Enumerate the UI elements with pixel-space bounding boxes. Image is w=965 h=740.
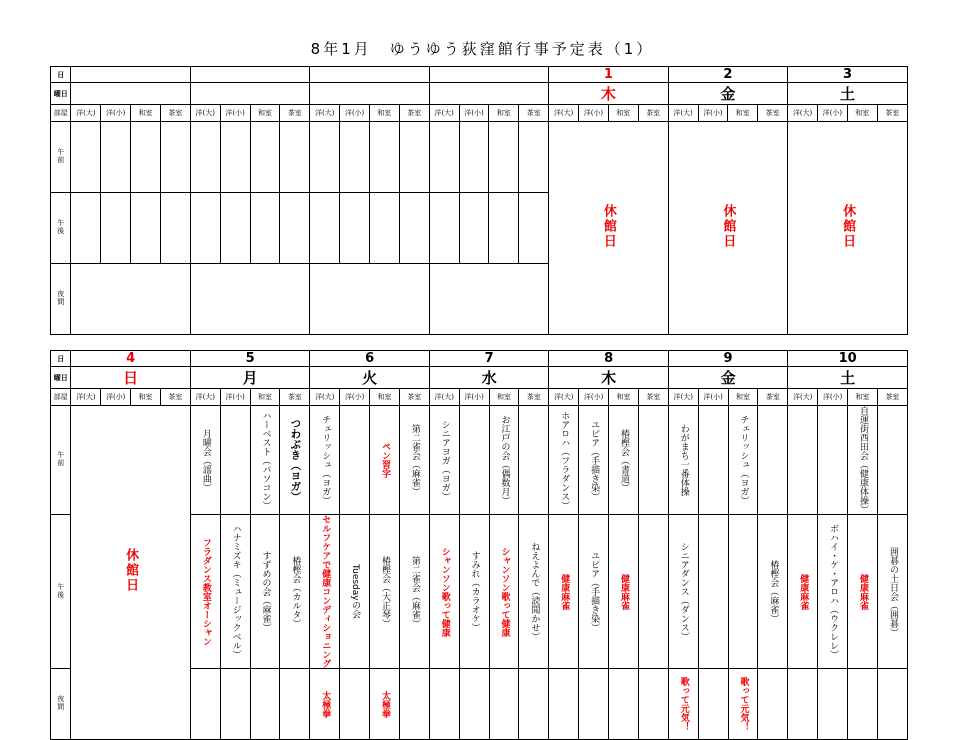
slot — [459, 515, 489, 669]
weekday-label: 曜日 — [51, 367, 71, 389]
am-label-text: 午前 — [56, 451, 65, 467]
slot — [399, 406, 429, 515]
room-cell: 和室 — [489, 389, 519, 406]
pm-label-text: 午後 — [56, 219, 65, 235]
event-label: ねえよんで（読聞かせ） — [529, 542, 540, 641]
room-cell: 和室 — [728, 389, 758, 406]
slot — [160, 122, 190, 193]
slot — [429, 515, 459, 669]
slot — [340, 515, 370, 669]
slot — [280, 515, 310, 669]
slot — [101, 193, 131, 264]
room-cell: 洋(大) — [668, 105, 698, 122]
slot — [310, 515, 340, 669]
room-cell: 洋(大) — [549, 105, 579, 122]
room-cell: 洋(小) — [340, 105, 370, 122]
slot — [489, 669, 519, 740]
room-cell: 洋(大) — [190, 105, 220, 122]
weekday-cell — [71, 83, 190, 105]
slot — [728, 406, 758, 515]
slot — [71, 122, 101, 193]
room-cell: 茶室 — [399, 389, 429, 406]
calendar-week-1 — [50, 66, 908, 335]
slot — [250, 193, 280, 264]
event-label: 健康麻雀 — [798, 573, 809, 610]
slot — [71, 193, 101, 264]
room-cell: 和室 — [370, 105, 400, 122]
weekday-cell: 土 — [788, 83, 908, 105]
closed-cell — [549, 122, 668, 335]
room-cell: 洋(大) — [549, 389, 579, 406]
slot — [758, 669, 788, 740]
event-label: ユピア（手描き染） — [589, 419, 600, 501]
slot — [519, 406, 549, 515]
room-cell: 洋(小) — [220, 389, 250, 406]
room-cell: 茶室 — [638, 389, 668, 406]
slot — [370, 515, 400, 669]
room-cell: 茶室 — [758, 105, 788, 122]
weekday-cell: 木 — [549, 83, 668, 105]
date-cell: 5 — [190, 351, 309, 367]
event-label: フラダンス教室オーシャン — [200, 537, 211, 646]
slot — [310, 122, 340, 193]
slot — [519, 515, 549, 669]
slot — [877, 515, 907, 669]
room-cell: 洋(小) — [459, 105, 489, 122]
room-cell: 茶室 — [519, 389, 549, 406]
event-label: シニアダンス（ダンス） — [678, 542, 689, 641]
event-label: 自運街西田会（健康体操） — [857, 406, 868, 514]
slot — [131, 193, 161, 264]
slot — [788, 515, 818, 669]
slot — [190, 122, 220, 193]
slot — [638, 406, 668, 515]
date-label: 日 — [51, 351, 71, 367]
slot — [399, 669, 429, 740]
room-cell: 和室 — [847, 105, 877, 122]
date-cell: 1 — [549, 67, 668, 83]
slot — [519, 122, 549, 193]
room-cell: 茶室 — [758, 389, 788, 406]
room-cell: 茶室 — [399, 105, 429, 122]
weekday-cell: 金 — [668, 83, 787, 105]
room-cell: 洋(小) — [220, 105, 250, 122]
date-row — [51, 351, 908, 367]
slot — [399, 122, 429, 193]
pm-label — [51, 515, 71, 669]
weekday-cell: 月 — [190, 367, 309, 389]
event-label: ハーベスト（パソコン） — [260, 410, 271, 510]
slot — [340, 122, 370, 193]
weekday-cell — [310, 83, 429, 105]
slot — [848, 406, 878, 515]
event-label: 囲碁の土日会（囲碁） — [887, 546, 898, 637]
slot — [728, 669, 758, 740]
date-label: 日 — [51, 67, 71, 83]
slot — [668, 515, 698, 669]
room-cell: 洋(大) — [71, 389, 101, 406]
event-label: お江戸の会（偶数月） — [499, 415, 510, 505]
weekday-cell: 木 — [549, 367, 668, 389]
am-label — [51, 406, 71, 515]
weekday-cell: 金 — [668, 367, 787, 389]
slot — [668, 406, 698, 515]
slot — [340, 406, 370, 515]
room-cell: 洋(大) — [788, 389, 818, 406]
weekday-cell — [429, 83, 548, 105]
slot — [549, 515, 579, 669]
slot — [280, 406, 310, 515]
slot — [340, 193, 370, 264]
room-cell: 和室 — [609, 389, 639, 406]
slot — [668, 669, 698, 740]
slot — [370, 122, 400, 193]
slot — [250, 669, 280, 740]
room-cell: 和室 — [370, 389, 400, 406]
room-cell: 茶室 — [519, 105, 549, 122]
event-label: チェリッシュ（ヨガ） — [320, 415, 331, 505]
slot — [250, 515, 280, 669]
event-label: 歌って元気！ — [738, 677, 749, 731]
event-label: 椿樫会（麻雀） — [768, 560, 779, 623]
room-cell: 和室 — [131, 389, 161, 406]
slot — [429, 264, 548, 335]
slot — [758, 406, 788, 515]
room-cell: 洋(大) — [429, 105, 459, 122]
room-cell: 和室 — [131, 105, 161, 122]
room-cell: 和室 — [608, 105, 638, 122]
closed-text: 休館日 — [123, 548, 139, 593]
room-cell: 洋(小) — [818, 389, 848, 406]
room-label: 部屋 — [51, 105, 71, 122]
slot — [310, 406, 340, 515]
slot — [310, 193, 340, 264]
slot — [698, 669, 728, 740]
page-title: 8年1月 ゆうゆう荻窪館行事予定表（1） — [310, 40, 655, 58]
slot — [877, 406, 907, 515]
slot — [429, 669, 459, 740]
slot — [429, 406, 459, 515]
slot — [370, 193, 400, 264]
room-cell: 洋(小) — [101, 389, 131, 406]
slot — [370, 669, 400, 740]
room-row — [51, 105, 908, 122]
slot — [609, 669, 639, 740]
room-cell: 茶室 — [877, 105, 907, 122]
slot — [489, 406, 519, 515]
weekday-cell: 土 — [788, 367, 908, 389]
slot — [848, 669, 878, 740]
date-cell: 3 — [788, 67, 908, 83]
weekday-cell: 水 — [429, 367, 548, 389]
am-label — [51, 122, 71, 193]
slot — [190, 264, 309, 335]
room-cell: 洋(小) — [698, 105, 728, 122]
room-row — [51, 389, 908, 406]
event-label: 健康麻雀 — [559, 573, 570, 610]
closed-cell — [668, 122, 787, 335]
event-label: 健康麻雀 — [857, 573, 868, 610]
event-label: つわぶき（ヨガ） — [289, 418, 302, 502]
weekday-row — [51, 367, 908, 389]
closed-text: 休館日 — [720, 203, 736, 249]
event-label: ボハイ・ケ・アロハ（ウクレレ） — [828, 524, 839, 659]
slot — [609, 515, 639, 669]
weekday-cell — [190, 83, 309, 105]
date-cell — [190, 67, 309, 83]
date-cell: 2 — [668, 67, 787, 83]
slot — [818, 515, 848, 669]
pm-label — [51, 193, 71, 264]
event-label: すずめの会（麻雀） — [260, 551, 271, 632]
night-label — [51, 264, 71, 335]
slot — [818, 406, 848, 515]
slot — [877, 669, 907, 740]
slot — [788, 406, 818, 515]
slot — [519, 193, 549, 264]
weekday-label: 曜日 — [51, 83, 71, 105]
event-label: ユピア（手描き染） — [589, 551, 600, 632]
room-cell: 茶室 — [160, 389, 190, 406]
slot — [459, 669, 489, 740]
slot — [728, 515, 758, 669]
date-cell — [71, 67, 190, 83]
slot — [250, 406, 280, 515]
slot — [848, 515, 878, 669]
room-cell: 洋(小) — [817, 105, 847, 122]
room-cell: 洋(小) — [579, 105, 609, 122]
pm-label-text: 午後 — [56, 582, 65, 599]
room-cell: 茶室 — [638, 105, 668, 122]
event-label: シャンソン歌って健康 — [439, 546, 450, 637]
date-row — [51, 67, 908, 83]
date-cell: 10 — [788, 351, 908, 367]
event-label: 第二雀会（麻雀） — [409, 555, 420, 628]
room-cell: 和室 — [848, 389, 878, 406]
event-label: 太極拳 — [320, 690, 331, 718]
room-cell: 和室 — [250, 389, 280, 406]
slot — [788, 669, 818, 740]
date-cell: 4 — [71, 351, 190, 367]
slot — [638, 669, 668, 740]
event-label: 歌って元気！ — [678, 677, 689, 731]
room-cell: 洋(大) — [788, 105, 818, 122]
slot — [220, 122, 250, 193]
room-cell: 和室 — [489, 105, 519, 122]
slot — [549, 406, 579, 515]
room-cell: 洋(小) — [459, 389, 489, 406]
slot — [638, 515, 668, 669]
event-label: 健康麻雀 — [618, 573, 629, 610]
room-cell: 茶室 — [280, 389, 310, 406]
event-label: わがまち一番体操 — [678, 424, 689, 496]
slot — [340, 669, 370, 740]
room-cell: 茶室 — [160, 105, 190, 122]
slot — [190, 669, 220, 740]
closed-text: 休館日 — [840, 203, 856, 249]
slot — [818, 669, 848, 740]
slot — [280, 193, 310, 264]
slot — [519, 669, 549, 740]
slot — [459, 406, 489, 515]
room-cell: 洋(大) — [668, 389, 698, 406]
event-label: 椿樫会（大正琴） — [380, 555, 391, 628]
slot — [160, 193, 190, 264]
slot — [609, 406, 639, 515]
room-cell: 洋(大) — [190, 389, 220, 406]
room-cell: 洋(小) — [340, 389, 370, 406]
room-cell: 洋(大) — [429, 389, 459, 406]
slot — [310, 264, 429, 335]
slot — [489, 122, 519, 193]
slot — [579, 406, 609, 515]
slot — [370, 406, 400, 515]
room-cell: 和室 — [728, 105, 758, 122]
room-label: 部屋 — [51, 389, 71, 406]
date-cell: 9 — [668, 351, 787, 367]
slot — [131, 122, 161, 193]
room-cell: 洋(大) — [310, 389, 340, 406]
am-label-text: 午前 — [56, 148, 65, 164]
room-cell: 洋(小) — [579, 389, 609, 406]
slot — [220, 669, 250, 740]
event-label: ペン習字 — [380, 442, 391, 478]
date-cell: 7 — [429, 351, 548, 367]
room-cell: 茶室 — [877, 389, 907, 406]
slot — [190, 193, 220, 264]
event-label: Tuesdayの会 — [350, 564, 361, 619]
room-cell: 洋(小) — [101, 105, 131, 122]
slot — [549, 669, 579, 740]
closed-text: 休館日 — [600, 203, 616, 249]
slot — [280, 669, 310, 740]
date-cell — [429, 67, 548, 83]
slot — [399, 515, 429, 669]
event-label: 第二雀会（麻雀） — [409, 424, 420, 496]
slot — [579, 669, 609, 740]
weekday-cell: 日 — [71, 367, 190, 389]
event-label: 月曜会（謡曲） — [200, 428, 211, 492]
event-label: ハナミズキ（ミュージックベル） — [230, 524, 241, 659]
slot — [758, 515, 788, 669]
slot — [310, 669, 340, 740]
slot — [101, 122, 131, 193]
night-label-text: 夜間 — [56, 695, 65, 711]
date-cell — [310, 67, 429, 83]
room-cell: 洋(大) — [71, 105, 101, 122]
slot — [489, 193, 519, 264]
slot — [489, 515, 519, 669]
room-cell: 洋(小) — [698, 389, 728, 406]
event-label: ホアロハ（フラダンス） — [559, 410, 570, 510]
slot — [190, 406, 220, 515]
event-label: シャンソン歌って健康 — [499, 546, 510, 637]
am-row — [51, 122, 908, 193]
event-label: 太極拳 — [380, 690, 391, 718]
slot — [190, 515, 220, 669]
event-label: すみれ（カラオケ） — [469, 551, 480, 632]
event-label: チェリッシュ（ヨガ） — [738, 415, 749, 505]
slot — [220, 515, 250, 669]
slot — [71, 264, 190, 335]
event-label: シニアヨガ（ヨガ） — [439, 419, 450, 501]
slot — [429, 193, 459, 264]
slot — [698, 515, 728, 669]
slot — [698, 406, 728, 515]
slot — [459, 122, 489, 193]
weekday-cell: 火 — [310, 367, 429, 389]
event-label: 椿樫会（書道） — [618, 428, 629, 492]
room-cell: 和室 — [250, 105, 280, 122]
night-label-text: 夜間 — [56, 290, 65, 306]
slot — [429, 122, 459, 193]
night-label — [51, 669, 71, 740]
date-cell: 6 — [310, 351, 429, 367]
slot — [280, 122, 310, 193]
date-cell: 8 — [549, 351, 668, 367]
am-row — [51, 406, 908, 515]
room-cell: 洋(大) — [310, 105, 340, 122]
slot — [220, 406, 250, 515]
slot — [459, 193, 489, 264]
slot — [250, 122, 280, 193]
weekday-row — [51, 83, 908, 105]
slot — [399, 193, 429, 264]
slot — [579, 515, 609, 669]
event-label: セルフケアで健康コンディショニング — [320, 515, 331, 668]
slot — [220, 193, 250, 264]
closed-cell — [71, 406, 190, 740]
room-cell: 茶室 — [280, 105, 310, 122]
event-label: 椿樫会（カルタ） — [290, 555, 301, 628]
closed-cell — [788, 122, 908, 335]
